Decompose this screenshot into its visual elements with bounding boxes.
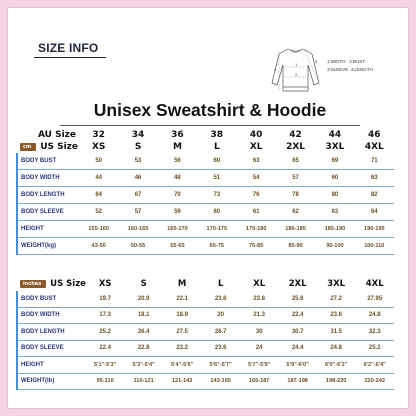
table-cell: 59: [158, 204, 197, 221]
diagram-number-2: 2: [295, 72, 298, 77]
unit-badge-cm: cm: [20, 143, 36, 151]
table-cell: 23.8: [240, 291, 279, 307]
table-cell: 24.8: [355, 307, 394, 324]
table-cell: 190-195: [355, 221, 394, 238]
diagram-number-1: 1: [295, 62, 298, 67]
table-cell: 22.8: [124, 340, 163, 357]
legend-length: 4:LENGTH: [350, 67, 373, 72]
table-cell: 78: [276, 187, 315, 204]
row-label: BODY SLEEVE: [17, 204, 79, 221]
legend-bust: 2:BUST: [349, 59, 366, 64]
table-row-body-bust: [17, 291, 394, 307]
table-cell: 121-143: [163, 373, 202, 390]
table-cell: 19.7: [86, 291, 125, 307]
table-cell: 63: [237, 153, 276, 170]
row-label: WEIGHT(kg): [17, 238, 79, 255]
title-underline: [34, 57, 106, 58]
table-cell: 26.4: [124, 324, 163, 341]
au-size: 34: [131, 130, 145, 140]
table-row-body-width: [17, 170, 394, 187]
table-cell: 18.9: [163, 307, 202, 324]
table-cell: 30: [240, 324, 279, 341]
us-size: XL: [249, 142, 263, 152]
row-label: BODY LENGTH: [17, 187, 79, 204]
table-cell: 61: [237, 204, 276, 221]
table-cell: 6'0"-6'2": [317, 357, 356, 374]
size-info-title: SIZE INFO: [38, 41, 99, 55]
table-cell: 75-85: [237, 238, 276, 255]
table-cell: 5'9"-6'0": [278, 357, 317, 374]
au-size: 40: [249, 130, 263, 140]
table-cell: 28.7: [201, 324, 240, 341]
table-cell: 220-242: [355, 373, 394, 390]
table-cell: 43-50: [79, 238, 118, 255]
au-size: 42: [289, 130, 302, 140]
table-cell: 32.3: [355, 324, 394, 341]
table-cell: 25.6: [278, 291, 317, 307]
legend-width: 1:WIDTH: [327, 59, 346, 64]
table-cell: 25.2: [86, 324, 125, 341]
table-cell: 198-220: [317, 373, 356, 390]
table-cell: 50: [79, 153, 118, 170]
us-size: 2XL: [286, 142, 306, 152]
us-size: 4XL: [364, 142, 384, 152]
row-label: BODY SLEEVE: [17, 340, 86, 357]
table-cell: 187-198: [278, 373, 317, 390]
table-cell: 24.8: [317, 340, 356, 357]
table-cell: 57: [118, 204, 157, 221]
us-size: L: [217, 279, 224, 289]
table-cell: 64: [79, 187, 118, 204]
table-row-weight: [17, 238, 394, 255]
table-cell: 30.7: [278, 324, 317, 341]
table-cell: 100-110: [355, 238, 394, 255]
table-cell: 27.2: [317, 291, 356, 307]
table-cell: 22.4: [86, 340, 125, 357]
au-size-label: AU Size: [37, 130, 76, 140]
table-cell: 70: [158, 187, 197, 204]
table-cell: 165-187: [240, 373, 279, 390]
table-cell: 21.3: [240, 307, 279, 324]
us-size: 3XL: [325, 142, 345, 152]
table-row-body-width: [17, 307, 394, 324]
table-cell: 110-121: [124, 373, 163, 390]
diagram-legend: [327, 58, 373, 74]
table-cell: 65: [276, 153, 315, 170]
table-cell: 23.2: [163, 340, 202, 357]
table-cell: 69: [315, 153, 354, 170]
table-cell: 23.6: [201, 340, 240, 357]
us-size: 3XL: [327, 279, 346, 289]
table-cell: 46: [118, 170, 157, 187]
row-label: BODY WIDTH: [17, 170, 79, 187]
table-cell: 50-55: [118, 238, 157, 255]
table-cell: 160-165: [118, 221, 157, 238]
us-size-row: [17, 141, 394, 153]
table-cell: 60: [315, 170, 354, 187]
table-cell: 62: [276, 204, 315, 221]
table-cell: 175-180: [237, 221, 276, 238]
table-cell: 143-165: [201, 373, 240, 390]
table-cell: 51: [197, 170, 236, 187]
table-cell: 73: [197, 187, 236, 204]
table-row-body-bust: [17, 153, 394, 170]
table-cell: 63: [315, 204, 354, 221]
table-cell: 23.6: [317, 307, 356, 324]
us-size: S: [140, 279, 147, 289]
unit-badge-inches: inches: [20, 280, 46, 288]
chart-heading: Unisex Sweatshirt & Hoodie: [93, 100, 327, 120]
table-cell: 63: [355, 170, 394, 187]
table-cell: 5'1"-5'3": [86, 357, 125, 374]
table-cell: 180-185: [276, 221, 315, 238]
us-size: XS: [91, 142, 106, 152]
table-cell: 165-170: [158, 221, 197, 238]
table-cell: 155-160: [79, 221, 118, 238]
table-cell: 55-65: [158, 238, 197, 255]
table-row-height: [17, 357, 394, 374]
table-cell: 27.95: [355, 291, 394, 307]
au-size: 44: [328, 130, 342, 140]
table-cell: 22.4: [278, 307, 317, 324]
table-cell: 54: [237, 170, 276, 187]
au-size-row: [17, 129, 394, 141]
table-cell: 5'4"-5'6": [163, 357, 202, 374]
table-cell: 31.5: [317, 324, 356, 341]
table-cell: 20.9: [124, 291, 163, 307]
row-label: BODY WIDTH: [17, 307, 86, 324]
us-size-header: [17, 141, 79, 153]
table-cell: 90-100: [315, 238, 354, 255]
table-cell: 24.4: [278, 340, 317, 357]
table-cell: 57: [276, 170, 315, 187]
table-cell: 25.2: [355, 340, 394, 357]
us-size: XL: [253, 279, 266, 289]
table-cell: 5'3"-5'4": [124, 357, 163, 374]
us-size: 2XL: [288, 279, 307, 289]
table-cell: 95-110: [86, 373, 125, 390]
row-label: BODY BUST: [17, 153, 79, 170]
legend-sleeve: 3:SLEEVE: [327, 67, 349, 72]
table-cell: 85-90: [276, 238, 315, 255]
table-cell: 60: [197, 204, 236, 221]
row-label: HEIGHT: [17, 221, 79, 238]
table-cell: 82: [355, 187, 394, 204]
us-size: L: [213, 142, 220, 152]
us-size-header: [17, 277, 86, 291]
table-cell: 71: [355, 153, 394, 170]
row-label: BODY BUST: [17, 291, 86, 307]
table-cell: 56: [158, 153, 197, 170]
table-row-body-length: [17, 187, 394, 204]
heading-underline: [60, 125, 360, 126]
table-cell: 27.5: [163, 324, 202, 341]
table-cell: 5'7"-5'9": [240, 357, 279, 374]
table-cell: 18.1: [124, 307, 163, 324]
table-cell: 76: [237, 187, 276, 204]
us-size-label: US Size: [40, 141, 79, 152]
diagram-number-4: 4: [274, 67, 277, 72]
table-cell: 20: [201, 307, 240, 324]
us-size: 4XL: [365, 279, 384, 289]
table-cell: 5'6"-5'7": [201, 357, 240, 374]
table-cell: 185-190: [315, 221, 354, 238]
table-cell: 6'2"-6'4": [355, 357, 394, 374]
au-size: 38: [210, 130, 224, 140]
table-cell: 65-75: [197, 238, 236, 255]
diagram-number-3: 3: [315, 59, 318, 64]
table-cell: 48: [158, 170, 197, 187]
table-cell: 67: [118, 187, 157, 204]
us-size-label: US Size: [50, 278, 86, 289]
table-cell: 23.6: [201, 291, 240, 307]
us-size: XS: [98, 279, 112, 289]
table-row-body-length: [17, 324, 394, 341]
table-cell: 170-175: [197, 221, 236, 238]
us-size: S: [134, 142, 142, 152]
table-cell: 44: [79, 170, 118, 187]
au-size: 36: [171, 130, 184, 140]
table-cell: 52: [79, 204, 118, 221]
table-row-height: [17, 221, 394, 238]
row-label: WEIGHT(lb): [17, 373, 86, 390]
us-size: M: [177, 279, 187, 289]
table-row-body-sleeve: [17, 340, 394, 357]
sweatshirt-measurement-diagram: [268, 41, 323, 97]
au-size: 32: [92, 130, 105, 140]
size-table-cm: [16, 129, 394, 255]
au-size: 46: [368, 130, 381, 140]
table-cell: 53: [118, 153, 157, 170]
row-label: BODY LENGTH: [17, 324, 86, 341]
table-cell: 22.1: [163, 291, 202, 307]
table-row-weight: [17, 373, 394, 390]
size-table-inches: [16, 277, 394, 390]
table-row-body-sleeve: [17, 204, 394, 221]
table-cell: 24: [240, 340, 279, 357]
us-size: M: [172, 142, 182, 152]
table-cell: 60: [197, 153, 236, 170]
table-cell: 17.3: [86, 307, 125, 324]
table-cell: 80: [315, 187, 354, 204]
us-size-row: [17, 277, 394, 291]
row-label: HEIGHT: [17, 357, 86, 374]
table-cell: 64: [355, 204, 394, 221]
